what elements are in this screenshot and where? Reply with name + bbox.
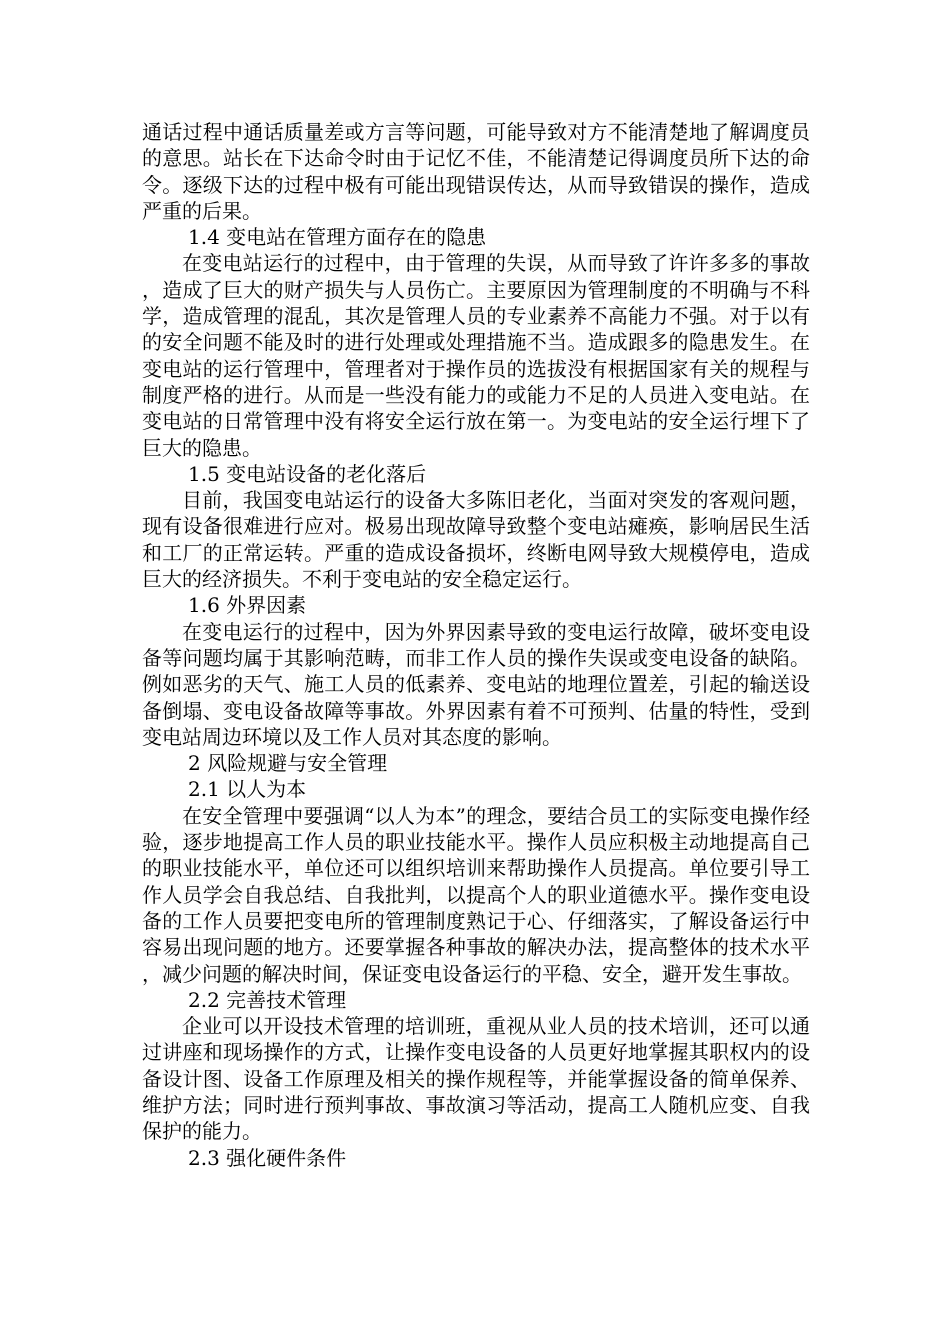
paragraph-people-oriented: 在安全管理中要强调“以人为本”的理念，要结合员工的实际变电操作经验，逐步地提高工作人员的职业技能水平。操作人员应积极主动地提高自己的职业技能水平，单位还可以组织培训来帮助操作人员提高。单位要引导工作人员学会自我总结、自我批判，以提高个人的职业道德水平。操作变电设备的工作人员要把变电所的管理制度熟记于心、仔细落实，了解设备运行中容易出现问题的地方。还要掌握各种事故的解决办法，提高整体的技术水平，减少问题的解决时间，保证变电设备运行的平稳、安全，避开发生事故。 (142, 803, 810, 986)
section-heading-1-4: 1.4 变电站在管理方面存在的隐患 (188, 225, 487, 250)
section-heading-2-1: 2.1 以人为本 (188, 777, 307, 802)
paragraph-continued: 通话过程中通话质量差或方言等问题，可能导致对方不能清楚地了解调度员的意思。站长在下达命令时由于记忆不佳，不能清楚记得调度员所下达的命令。逐级下达的过程中极有可能出现错误传达，从而导致错误的操作，造成严重的后果。 (142, 120, 810, 223)
section-heading-1-6: 1.6 外界因素 (188, 593, 307, 618)
paragraph-external-factors: 在变电运行的过程中，因为外界因素导致的变电运行故障，破坏变电设备等问题均属于其影响范畴，而非工作人员的操作失误或变电设备的缺陷。例如恶劣的天气、施工人员的低素养、变电站的地理位置差，引起的输送设备倒塌、变电设备故障等事故。外界因素有着不可预判、估量的特性，受到变电站周边环境以及工作人员对其态度的影响。 (142, 619, 810, 749)
section-heading-1-5: 1.5 变电站设备的老化落后 (188, 461, 427, 486)
document-body (142, 119, 810, 1171)
section-heading-2-2: 2.2 完善技术管理 (188, 987, 347, 1012)
paragraph-technical-management: 企业可以开设技术管理的培训班，重视从业人员的技术培训，还可以通过讲座和现场操作的方式，让操作变电设备的人员更好地掌握其职权内的设备设计图、设备工作原理及相关的操作规程等，并能掌握设备的简单保养、维护方法；同时进行预判事故、事故演习等活动，提高工人随机应变、自我保护的能力。 (142, 1014, 810, 1144)
section-heading-2: 2 风险规避与安全管理 (188, 751, 388, 776)
paragraph-management-hazards: 在变电站运行的过程中，由于管理的失误，从而导致了许许多多的事故，造成了巨大的财产损失与人员伤亡。主要原因为管理制度的不明确与不科学，造成管理的混乱，其次是管理人员的专业素养不高能力不强。对于以有的安全问题不能及时的进行处理或处理措施不当。造成跟多的隐患发生。在变电站的运行管理中，管理者对于操作员的选拔没有根据国家有关的规程与制度严格的进行。从而是一些没有能力的或能力不足的人员进入变电站。在变电站的日常管理中没有将安全运行放在第一。为变电站的安全运行埋下了巨大的隐患。 (142, 251, 810, 460)
section-heading-2-3: 2.3 强化硬件条件 (188, 1145, 347, 1170)
paragraph-equipment-aging: 目前，我国变电站运行的设备大多陈旧老化，当面对突发的客观问题，现有设备很难进行应对。极易出现故障导致整个变电站瘫痪，影响居民生活和工厂的正常运转。严重的造成设备损坏，终断电网导致大规模停电，造成巨大的经济损失。不利于变电站的安全稳定运行。 (142, 488, 810, 592)
